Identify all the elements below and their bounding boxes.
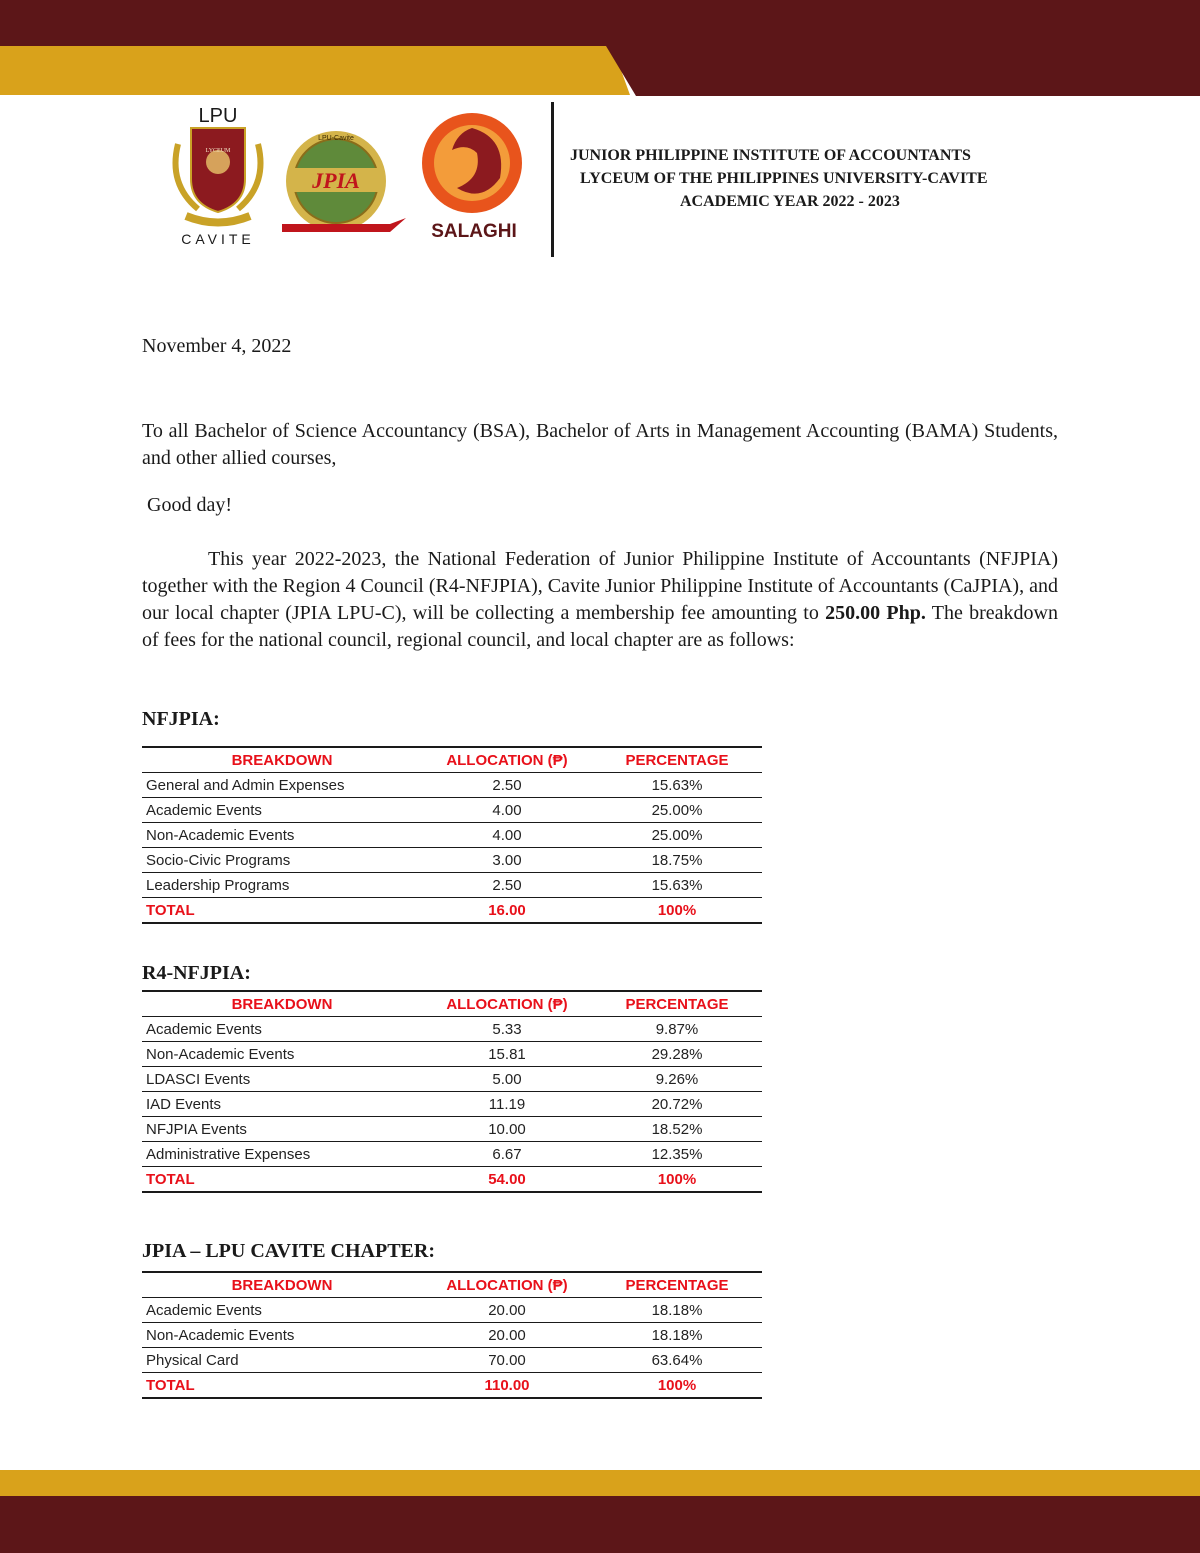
total-allocation: 110.00 xyxy=(422,1373,592,1399)
total-row xyxy=(142,1373,762,1399)
row-allocation: 20.00 xyxy=(422,1298,592,1323)
header-breakdown: BREAKDOWN xyxy=(142,991,422,1017)
lpu-seal-text: LYCEUM xyxy=(205,148,231,154)
row-percentage: 29.28% xyxy=(592,1042,762,1067)
table-row xyxy=(142,798,762,823)
row-item: Physical Card xyxy=(142,1348,422,1373)
header-percentage: PERCENTAGE xyxy=(592,747,762,773)
table-row xyxy=(142,823,762,848)
row-percentage: 15.63% xyxy=(592,773,762,798)
total-row xyxy=(142,1167,762,1193)
table-row xyxy=(142,1142,762,1167)
row-item: Academic Events xyxy=(142,1017,422,1042)
membership-fee: 250.00 Php. xyxy=(825,602,926,624)
row-percentage: 25.00% xyxy=(592,798,762,823)
lpu-logo-text: LPU xyxy=(198,105,238,127)
org-name: JUNIOR PHILIPPINE INSTITUTE OF ACCOUNTANTS xyxy=(570,147,971,164)
footer-band xyxy=(0,1470,1200,1553)
row-allocation: 10.00 xyxy=(422,1117,592,1142)
header-allocation: ALLOCATION (₱) xyxy=(422,1272,592,1298)
body-text-2: The breakdown of fees for the national council, regional council, and local chapter are as follows: xyxy=(142,602,1059,651)
row-item: Non-Academic Events xyxy=(142,1323,422,1348)
jpia-logo-word: JPIA xyxy=(312,168,360,193)
table-row xyxy=(142,1017,762,1042)
lpu-chapter-title: JPIA – LPU CAVITE CHAPTER: xyxy=(142,1240,435,1262)
nfjpia-table xyxy=(142,746,762,924)
row-item: IAD Events xyxy=(142,1092,422,1117)
logo-group xyxy=(150,104,550,254)
row-allocation: 6.67 xyxy=(422,1142,592,1167)
body-text-1: This year 2022-2023, the National Federation of Junior Philippine Institute of Accountants (NFJPIA) together with the Region 4 Council (R4-NFJPIA), Cavite Junior Philippine Institute of Accountants (CaJPIA), and our local chapter (JPIA LPU-C), will be collecting a membership fee amounting to xyxy=(142,548,1058,624)
row-allocation: 3.00 xyxy=(422,848,592,873)
lpu-cavite-logo xyxy=(158,104,278,249)
row-percentage: 18.18% xyxy=(592,1323,762,1348)
table-row xyxy=(142,873,762,898)
total-label: TOTAL xyxy=(142,898,422,924)
row-allocation: 5.00 xyxy=(422,1067,592,1092)
table-header-row xyxy=(142,747,762,773)
row-percentage: 63.64% xyxy=(592,1348,762,1373)
table-row xyxy=(142,1298,762,1323)
table-row xyxy=(142,1117,762,1142)
row-percentage: 12.35% xyxy=(592,1142,762,1167)
r4-title: R4-NFJPIA: xyxy=(142,962,251,984)
table-row xyxy=(142,1323,762,1348)
total-label: TOTAL xyxy=(142,1373,422,1399)
row-item: Socio-Civic Programs xyxy=(142,848,422,873)
letter-body xyxy=(142,546,1058,654)
total-percentage: 100% xyxy=(592,1373,762,1399)
row-percentage: 18.52% xyxy=(592,1117,762,1142)
row-allocation: 4.00 xyxy=(422,798,592,823)
academic-year: ACADEMIC YEAR 2022 - 2023 xyxy=(680,193,900,210)
table-row xyxy=(142,1042,762,1067)
row-percentage: 9.87% xyxy=(592,1017,762,1042)
header-breakdown: BREAKDOWN xyxy=(142,747,422,773)
salaghi-logo-word: SALAGHI xyxy=(431,221,517,242)
row-allocation: 2.50 xyxy=(422,873,592,898)
row-item: Academic Events xyxy=(142,798,422,823)
lpu-chapter-table xyxy=(142,1271,762,1399)
header-allocation: ALLOCATION (₱) xyxy=(422,747,592,773)
row-allocation: 15.81 xyxy=(422,1042,592,1067)
table-row xyxy=(142,1348,762,1373)
table-header-row xyxy=(142,991,762,1017)
row-allocation: 70.00 xyxy=(422,1348,592,1373)
row-item: General and Admin Expenses xyxy=(142,773,422,798)
row-item: Academic Events xyxy=(142,1298,422,1323)
nfjpia-title: NFJPIA: xyxy=(142,708,220,730)
row-percentage: 18.18% xyxy=(592,1298,762,1323)
row-percentage: 25.00% xyxy=(592,823,762,848)
header-allocation: ALLOCATION (₱) xyxy=(422,991,592,1017)
row-item: NFJPIA Events xyxy=(142,1117,422,1142)
row-item: Non-Academic Events xyxy=(142,823,422,848)
row-percentage: 20.72% xyxy=(592,1092,762,1117)
jpia-logo-top: LPU-Cavite xyxy=(318,135,354,142)
total-percentage: 100% xyxy=(592,898,762,924)
table-header-row xyxy=(142,1272,762,1298)
header-divider xyxy=(551,102,554,257)
row-item: Leadership Programs xyxy=(142,873,422,898)
r4-table xyxy=(142,990,762,1193)
row-item: Administrative Expenses xyxy=(142,1142,422,1167)
row-allocation: 2.50 xyxy=(422,773,592,798)
jpia-logo xyxy=(278,126,408,241)
row-allocation: 4.00 xyxy=(422,823,592,848)
cavite-logo-text: CAVITE xyxy=(181,231,255,247)
total-percentage: 100% xyxy=(592,1167,762,1193)
letter-greeting: Good day! xyxy=(147,494,232,516)
row-item: Non-Academic Events xyxy=(142,1042,422,1067)
table-row xyxy=(142,848,762,873)
table-row xyxy=(142,1092,762,1117)
table-row xyxy=(142,1067,762,1092)
header-percentage: PERCENTAGE xyxy=(592,991,762,1017)
total-allocation: 16.00 xyxy=(422,898,592,924)
header-percentage: PERCENTAGE xyxy=(592,1272,762,1298)
row-percentage: 18.75% xyxy=(592,848,762,873)
letter-salutation: To all Bachelor of Science Accountancy (BSA), Bachelor of Arts in Management Accounting (BAMA) Students, and other allied courses, xyxy=(142,420,1058,469)
total-row xyxy=(142,898,762,924)
header-band xyxy=(0,0,1200,100)
row-percentage: 9.26% xyxy=(592,1067,762,1092)
row-percentage: 15.63% xyxy=(592,873,762,898)
total-label: TOTAL xyxy=(142,1167,422,1193)
row-allocation: 20.00 xyxy=(422,1323,592,1348)
total-allocation: 54.00 xyxy=(422,1167,592,1193)
letter-date: November 4, 2022 xyxy=(142,335,292,357)
row-allocation: 5.33 xyxy=(422,1017,592,1042)
header-breakdown: BREAKDOWN xyxy=(142,1272,422,1298)
row-allocation: 11.19 xyxy=(422,1092,592,1117)
university-name: LYCEUM OF THE PHILIPPINES UNIVERSITY-CAVITE xyxy=(580,170,988,187)
salaghi-logo xyxy=(412,108,537,248)
table-row xyxy=(142,773,762,798)
row-item: LDASCI Events xyxy=(142,1067,422,1092)
